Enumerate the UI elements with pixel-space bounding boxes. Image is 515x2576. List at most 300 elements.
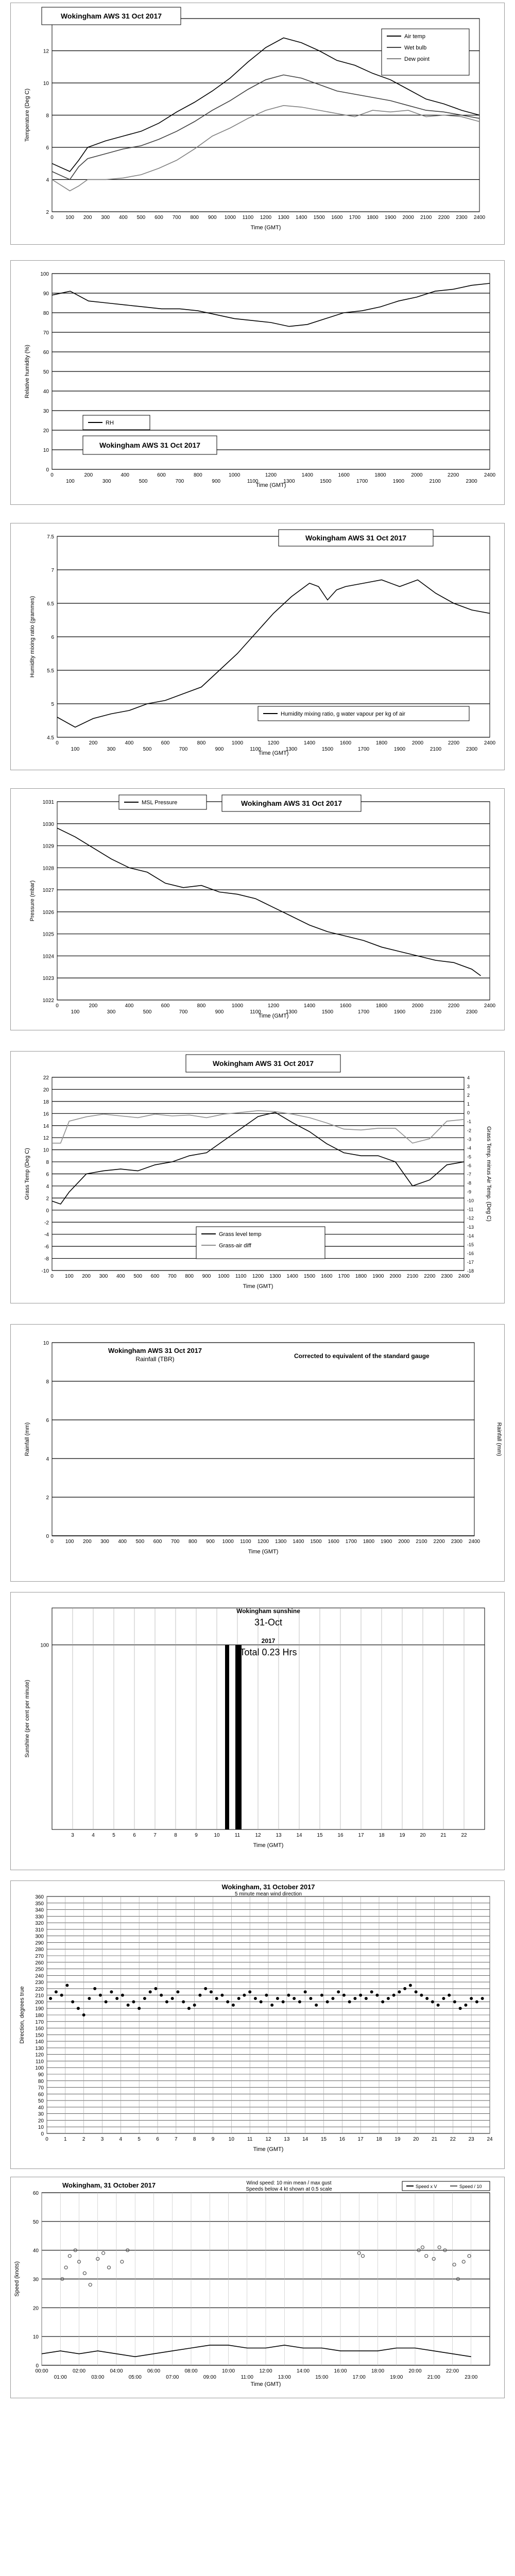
data-point (481, 1997, 484, 2000)
y-tick-label-right: -7 (467, 1172, 472, 1177)
x-tick-label: 200 (82, 1539, 92, 1545)
data-point (198, 1994, 201, 1997)
x-tick-label: 1500 (320, 479, 332, 484)
rainfall-chart (11, 1325, 504, 1581)
x-tick-label: 1600 (339, 1003, 352, 1009)
x-tick-label: 2100 (420, 215, 432, 221)
y-tick-label-right: -3 (467, 1137, 472, 1142)
data-point (260, 2000, 263, 2003)
x-tick-label: 17:00 (352, 2375, 366, 2380)
x-tick-label: 20 (413, 2137, 419, 2142)
y-axis-label: Rainfall (mm) (24, 1422, 30, 1456)
y-tick-label-right: -12 (467, 1215, 474, 1221)
x-tick-label: 17 (358, 1833, 364, 1838)
x-tick-label: 700 (175, 479, 184, 484)
x-tick-label: 1400 (301, 472, 313, 478)
x-tick-label: 9 (195, 1833, 198, 1838)
mixing-ratio-chart (11, 523, 504, 770)
data-point (470, 1997, 473, 2000)
x-tick-label: 400 (116, 1274, 125, 1279)
data-point (270, 2004, 273, 2007)
x-tick-label: 800 (185, 1274, 194, 1279)
y-axis-label: Relative humidity (%) (24, 345, 30, 398)
x-tick-label: 1700 (357, 747, 370, 752)
y-tick-label: -10 (41, 1268, 49, 1274)
y-tick-label: 140 (35, 2039, 44, 2045)
x-tick-label: 200 (84, 472, 93, 478)
x-tick-label: 08:00 (184, 2368, 198, 2374)
y-tick-label: 60 (32, 2191, 39, 2196)
x-tick-label: 05:00 (128, 2375, 142, 2380)
x-tick-label: 3 (100, 2137, 104, 2142)
x-tick-label: 1200 (260, 215, 272, 221)
x-tick-label: 13:00 (278, 2375, 291, 2380)
y-tick-label: 100 (35, 2065, 44, 2072)
x-tick-label: 1500 (310, 1539, 322, 1545)
x-tick-label: 700 (172, 215, 181, 221)
legend-label: RH (106, 420, 114, 426)
x-tick-label: 1100 (235, 1274, 247, 1279)
x-tick-label: 1900 (381, 1539, 392, 1545)
x-tick-label: 00:00 (35, 2368, 48, 2374)
data-point (420, 1994, 423, 1997)
y-tick-label: 8 (46, 1160, 49, 1166)
x-tick-label: 900 (206, 1539, 215, 1545)
x-tick-label: 800 (193, 472, 202, 478)
x-tick-label: 21 (431, 2137, 438, 2142)
data-point (365, 1997, 368, 2000)
y-tick-label: 50 (38, 2098, 44, 2105)
x-tick-label: 2300 (466, 747, 478, 752)
chart-title: Wokingham AWS 31 Oct 2017 (212, 1059, 314, 1067)
x-tick-label: 11 (234, 1833, 241, 1838)
y-tick-label: 290 (35, 1940, 44, 1946)
data-point (65, 1984, 68, 1987)
x-tick-label: 19 (399, 1833, 405, 1838)
x-tick-label: 09:00 (203, 2375, 216, 2380)
y-tick-label: 1028 (42, 866, 54, 872)
y-tick-label: 4 (46, 1183, 49, 1190)
data-point (348, 2000, 351, 2003)
x-tick-label: 400 (125, 1003, 134, 1009)
data-point (232, 2004, 235, 2007)
x-tick-label: 1700 (338, 1274, 350, 1279)
y-tick-label: 80 (38, 2078, 44, 2084)
x-tick-label: 300 (107, 1009, 116, 1015)
y-tick-label: 310 (35, 1927, 44, 1933)
y-tick-label: 340 (35, 1907, 44, 1913)
y-tick-label: 22 (43, 1075, 49, 1081)
x-tick-label: 2000 (411, 1003, 424, 1009)
chart-subtitle: 5 minute mean wind direction (234, 1891, 302, 1897)
x-tick-label: 600 (154, 215, 163, 221)
y-tick-label: 320 (35, 1921, 44, 1927)
x-tick-label: 5 (112, 1833, 115, 1838)
y-axis-label: Humidity mixing ratio (grammes) (29, 596, 36, 678)
y-tick-label: 20 (38, 2118, 44, 2124)
x-tick-label: 24 (487, 2137, 493, 2142)
y-tick-label: 210 (35, 1993, 44, 1999)
x-tick-label: 300 (107, 747, 116, 752)
y-tick-label: 260 (35, 1960, 44, 1966)
x-tick-label: 900 (215, 1009, 224, 1015)
x-tick-label: 1900 (393, 747, 406, 752)
x-tick-label: 1800 (367, 215, 379, 221)
y-tick-label-right: -2 (467, 1128, 472, 1133)
x-tick-label: 200 (89, 740, 98, 746)
x-axis-label: Time (GMT) (253, 2146, 284, 2153)
x-tick-label: 7 (175, 2137, 178, 2142)
x-tick-label: 2300 (466, 1009, 478, 1015)
y-tick-label-right: 2 (467, 1093, 470, 1098)
y-tick-label: 90 (38, 2072, 44, 2078)
y-tick-label: 0 (46, 1208, 49, 1214)
y-tick-label: 20 (43, 1087, 49, 1093)
x-tick-label: 0 (50, 1274, 54, 1279)
direction-chart-panel (10, 1880, 505, 2169)
humidity-chart-panel (10, 260, 505, 505)
y-tick-label: 30 (32, 2277, 39, 2283)
y-tick-label: 70 (43, 330, 49, 336)
x-axis-label: Time (GMT) (258, 1013, 289, 1019)
y-tick-label: 40 (38, 2105, 44, 2111)
x-tick-label: 2000 (398, 1539, 410, 1545)
y-tick-label: 7 (51, 568, 54, 573)
y-tick-label: 180 (35, 2013, 44, 2019)
y-tick-label: 250 (35, 1967, 44, 1973)
x-tick-label: 15:00 (315, 2375, 329, 2380)
temperature-chart-panel (10, 3, 505, 245)
x-tick-label: 19:00 (390, 2375, 403, 2380)
x-tick-label: 17 (357, 2137, 364, 2142)
x-tick-label: 14 (302, 2137, 308, 2142)
x-tick-label: 100 (71, 747, 80, 752)
x-tick-label: 1800 (363, 1539, 375, 1545)
data-point (243, 1994, 246, 1997)
x-tick-label: 18 (379, 1833, 385, 1838)
x-tick-label: 1200 (257, 1539, 269, 1545)
x-tick-label: 800 (197, 1003, 206, 1009)
x-tick-label: 500 (135, 1539, 145, 1545)
x-tick-label: 03:00 (91, 2375, 105, 2380)
x-tick-label: 0 (56, 740, 59, 746)
x-tick-label: 400 (121, 472, 130, 478)
data-point (160, 1994, 163, 1997)
x-tick-label: 500 (143, 747, 152, 752)
x-tick-label: 1400 (293, 1539, 304, 1545)
y-tick-label-right: 3 (467, 1084, 470, 1090)
y-tick-label: 5 (51, 702, 54, 707)
x-tick-label: 1000 (218, 1274, 230, 1279)
x-tick-label: 6 (156, 2137, 159, 2142)
x-tick-label: 22:00 (445, 2368, 459, 2374)
x-tick-label: 500 (143, 1009, 152, 1015)
x-tick-label: 1000 (224, 215, 236, 221)
x-tick-label: 19 (394, 2137, 401, 2142)
y-tick-label: 18 (43, 1099, 49, 1105)
temperature-chart (11, 3, 504, 244)
x-tick-label: 4 (92, 1833, 95, 1838)
x-tick-label: 16 (337, 1833, 344, 1838)
x-tick-label: 1600 (328, 1539, 339, 1545)
x-tick-label: 1600 (321, 1274, 333, 1279)
x-tick-label: 800 (188, 1539, 197, 1545)
y-tick-label: 10 (43, 448, 49, 453)
data-point (409, 1984, 412, 1987)
x-tick-label: 2000 (389, 1274, 401, 1279)
x-tick-label: 2200 (448, 472, 459, 478)
grass-temperature-chart (11, 1052, 504, 1303)
x-tick-label: 2000 (402, 215, 414, 221)
x-tick-label: 300 (101, 215, 110, 221)
x-tick-label: 1900 (392, 479, 405, 484)
data-point (448, 1994, 451, 1997)
y-tick-label: 160 (35, 2026, 44, 2032)
wind-direction-chart (11, 1881, 504, 2168)
y-tick-label-right: -5 (467, 1154, 472, 1160)
data-point (375, 1994, 379, 1997)
x-tick-label: 1300 (285, 1009, 298, 1015)
x-tick-label: 15 (317, 1833, 323, 1838)
chart-subtitle: Rainfall (TBR) (135, 1355, 175, 1363)
y-tick-label: 4.5 (47, 735, 54, 741)
x-tick-label: 2100 (430, 747, 442, 752)
y-tick-label-right: 0 (467, 1110, 470, 1116)
x-tick-label: 0 (50, 215, 54, 221)
x-tick-label: 2200 (438, 215, 450, 221)
data-point (437, 2004, 440, 2007)
y-tick-label: 1023 (42, 976, 54, 982)
y-tick-label: 2 (46, 1196, 49, 1202)
data-point (60, 1994, 63, 1997)
x-tick-label: 1900 (393, 1009, 406, 1015)
data-point (99, 1994, 102, 1997)
y-tick-label-right: -18 (467, 1268, 474, 1274)
x-tick-label: 1600 (339, 740, 352, 746)
y-tick-label: 4 (46, 177, 49, 183)
y-tick-label: 10 (43, 81, 49, 87)
data-point (464, 2004, 467, 2007)
y-axis-label: Temperature (Deg C) (24, 88, 30, 142)
y-tick-label: 100 (40, 272, 49, 277)
data-point (176, 1990, 179, 1993)
x-tick-label: 400 (118, 215, 128, 221)
x-tick-label: 0 (56, 1003, 59, 1009)
chart-note: Corrected to equivalent of the standard gauge (294, 1352, 430, 1360)
x-tick-label: 1200 (267, 1003, 280, 1009)
data-point (453, 2000, 456, 2003)
data-point (381, 2000, 384, 2003)
x-tick-label: 1400 (286, 1274, 298, 1279)
x-tick-label: 11:00 (241, 2375, 253, 2380)
plot-area (57, 802, 490, 1000)
x-tick-label: 1300 (269, 1274, 281, 1279)
bar (227, 1645, 229, 1829)
data-point (71, 2000, 74, 2003)
x-tick-label: 200 (82, 1274, 91, 1279)
y-tick-label: 360 (35, 1894, 44, 1900)
x-tick-label: 2300 (466, 479, 477, 484)
y-tick-label: 0 (46, 467, 49, 473)
y-tick-label-right: -10 (467, 1198, 474, 1204)
y-tick-label: 60 (38, 2092, 44, 2098)
x-tick-label: 900 (212, 479, 221, 484)
wind-speed-chart (11, 2177, 504, 2398)
x-tick-label: 100 (65, 215, 74, 221)
x-tick-label: 20:00 (408, 2368, 422, 2374)
legend-label: Grass-air diff (219, 1243, 251, 1249)
y-tick-label-right: 1 (467, 1101, 470, 1107)
y-tick-label: -4 (44, 1232, 49, 1238)
x-tick-label: 0 (50, 472, 54, 478)
x-tick-label: 10 (214, 1833, 220, 1838)
x-tick-label: 200 (83, 215, 92, 221)
y-tick-label: 70 (38, 2085, 44, 2091)
chart-title: Wokingham AWS 31 Oct 2017 (99, 441, 201, 449)
x-tick-label: 04:00 (110, 2368, 123, 2374)
chart-title: Wokingham AWS 31 Oct 2017 (241, 799, 342, 807)
y-tick-label: 1027 (42, 888, 54, 894)
x-tick-label: 8 (193, 2137, 196, 2142)
x-tick-label: 16 (339, 2137, 345, 2142)
x-tick-label: 2400 (484, 740, 496, 746)
data-point (254, 1997, 257, 2000)
x-tick-label: 1500 (321, 747, 334, 752)
y-tick-label: 2 (46, 210, 49, 215)
x-tick-label: 1100 (250, 747, 261, 752)
y-tick-label: 270 (35, 1954, 44, 1959)
x-tick-label: 20 (420, 1833, 426, 1838)
y-tick-label: 6 (46, 1172, 49, 1178)
y-tick-label: 100 (40, 1642, 49, 1649)
y-tick-label: 120 (35, 2052, 44, 2058)
x-tick-label: 2100 (430, 1009, 442, 1015)
y-tick-label: 8 (46, 1379, 49, 1385)
y-tick-label: 1024 (42, 954, 54, 960)
x-tick-label: 1500 (303, 1274, 316, 1279)
y-tick-label-right: 4 (467, 1075, 470, 1080)
x-axis-label: Time (GMT) (258, 750, 289, 756)
x-axis-label: Time (GMT) (250, 2381, 281, 2387)
x-tick-label: 2200 (448, 1003, 460, 1009)
y-tick-label: 280 (35, 1947, 44, 1953)
y-tick-label: 6 (46, 1418, 49, 1423)
data-point (77, 2007, 80, 2010)
legend-label: Speed / 10 (459, 2184, 482, 2189)
x-tick-label: 2100 (406, 1274, 419, 1279)
x-tick-label: 2300 (456, 215, 468, 221)
x-tick-label: 700 (179, 747, 188, 752)
data-point (359, 1994, 362, 1997)
x-axis-label: Time (GMT) (248, 1549, 279, 1555)
y-tick-label: 130 (35, 2045, 44, 2052)
data-point (138, 2007, 141, 2010)
x-tick-label: 2100 (416, 1539, 427, 1545)
chart-title: Wokingham, 31 October 2017 (62, 2181, 156, 2189)
x-tick-label: 800 (197, 740, 206, 746)
data-point (226, 2000, 229, 2003)
y-tick-label: 350 (35, 1901, 44, 1907)
x-tick-label: 23:00 (465, 2375, 478, 2380)
data-point (475, 2000, 478, 2003)
x-tick-label: 300 (102, 479, 111, 484)
humidity-chart (11, 261, 504, 504)
x-tick-label: 100 (65, 1539, 74, 1545)
data-point (315, 2004, 318, 2007)
y-tick-label: 6 (46, 145, 49, 151)
data-point (392, 1994, 396, 1997)
x-tick-label: 1300 (275, 1539, 287, 1545)
data-point (248, 1990, 251, 1993)
data-point (127, 2004, 130, 2007)
sunshine-chart-panel (10, 1592, 505, 1870)
legend-label: Wet bulb (404, 45, 427, 51)
data-point (309, 1997, 312, 2000)
data-point (293, 1997, 296, 2000)
x-tick-label: 100 (71, 1009, 80, 1015)
x-tick-label: 14:00 (296, 2368, 310, 2374)
x-tick-label: 22 (461, 1833, 467, 1838)
x-tick-label: 600 (157, 472, 166, 478)
y-tick-label: 8 (46, 113, 49, 119)
x-tick-label: 700 (167, 1274, 177, 1279)
x-tick-label: 500 (133, 1274, 143, 1279)
windspeed-chart-panel (10, 2177, 505, 2398)
x-tick-label: 700 (179, 1009, 188, 1015)
y-tick-label: 10 (32, 2334, 39, 2341)
x-tick-label: 1800 (375, 1003, 388, 1009)
y-tick-label-right: -11 (467, 1207, 474, 1212)
x-tick-label: 600 (150, 1274, 160, 1279)
x-tick-label: 18 (376, 2137, 382, 2142)
data-point (215, 1997, 218, 2000)
x-tick-label: 500 (139, 479, 148, 484)
y-axis-label: Direction, degrees true (19, 1986, 25, 2044)
y-tick-label: 240 (35, 1973, 44, 1979)
x-tick-label: 1300 (278, 215, 289, 221)
x-tick-label: 300 (100, 1539, 109, 1545)
x-tick-label: 2300 (441, 1274, 453, 1279)
x-tick-label: 2000 (411, 740, 424, 746)
data-point (154, 1987, 157, 1990)
y-tick-label: 50 (43, 369, 49, 375)
x-tick-label: 1600 (331, 215, 343, 221)
x-tick-label: 10 (228, 2137, 234, 2142)
data-point (398, 1990, 401, 1993)
y-tick-label: 10 (43, 1341, 49, 1346)
data-point (220, 1994, 224, 1997)
data-point (265, 1994, 268, 1997)
x-tick-label: 14 (296, 1833, 302, 1838)
x-tick-label: 1000 (231, 1003, 244, 1009)
x-tick-label: 400 (125, 740, 134, 746)
data-point (282, 2000, 285, 2003)
data-point (149, 1990, 152, 1993)
x-tick-label: 1700 (349, 215, 361, 221)
data-point (425, 1997, 428, 2000)
x-tick-label: 13 (276, 1833, 282, 1838)
data-point (143, 1997, 146, 2000)
y-tick-label: -8 (44, 1256, 49, 1262)
data-point (210, 1990, 213, 1993)
bar (225, 1645, 227, 1829)
y-tick-label-right: -17 (467, 1259, 474, 1265)
data-point (326, 2000, 329, 2003)
x-tick-label: 18:00 (371, 2368, 385, 2374)
x-tick-label: 01:00 (54, 2375, 67, 2380)
y-tick-label: 40 (32, 2248, 39, 2254)
y-axis-label: Speed (knots) (14, 2261, 20, 2297)
